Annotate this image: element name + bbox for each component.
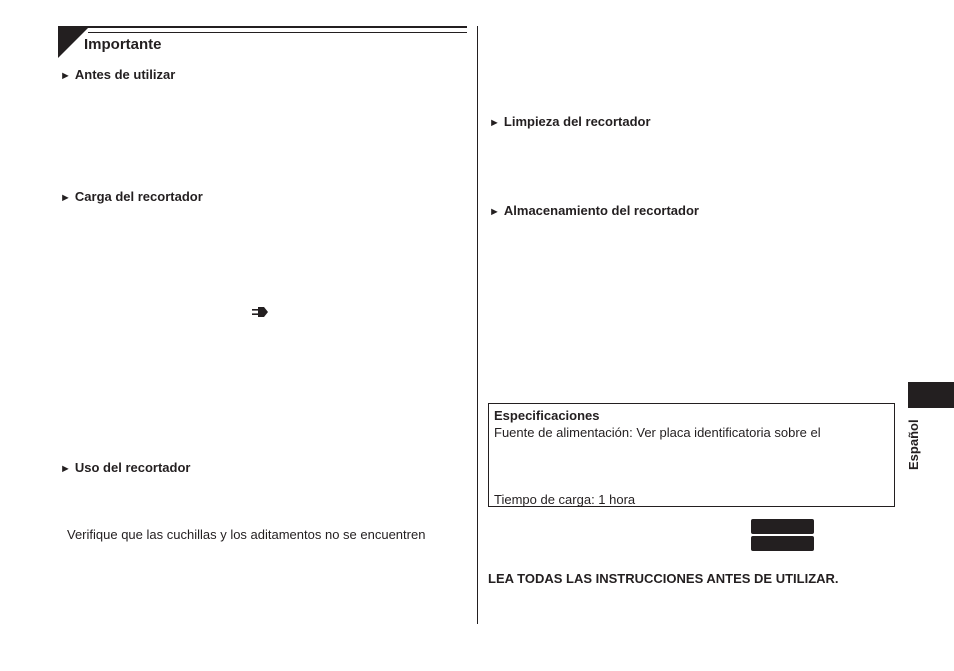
language-tab-marker — [908, 382, 954, 408]
spec-charge-time: Tiempo de carga: 1 hora — [494, 492, 636, 507]
black-bar-bottom — [751, 536, 814, 551]
triangle-marker-icon: ► — [60, 192, 71, 204]
black-bar-top — [751, 519, 814, 534]
subheading-uso: ► Uso del recortador — [60, 460, 191, 475]
column-divider — [477, 26, 478, 624]
heading-rule — [58, 26, 467, 28]
section-title: Importante — [84, 36, 162, 53]
subheading-carga: ► Carga del recortador — [60, 189, 203, 204]
body-text-verifique: Verifique que las cuchillas y los aditamentos no se encuentren — [67, 527, 426, 542]
spec-power-supply: Fuente de alimentación: Ver placa identificatoria sobre el — [494, 425, 821, 440]
language-label: Español — [906, 419, 921, 470]
subheading-limpieza: ► Limpieza del recortador — [489, 114, 651, 129]
read-instructions-note: LEA TODAS LAS INSTRUCCIONES ANTES DE UTILIZAR. — [488, 571, 839, 586]
triangle-marker-icon: ► — [489, 117, 500, 129]
triangle-marker-icon: ► — [60, 70, 71, 82]
heading-rule-thin — [88, 32, 467, 33]
specifications-box — [488, 403, 895, 507]
subheading-almacenamiento: ► Almacenamiento del recortador — [489, 203, 699, 218]
plug-icon — [252, 306, 270, 318]
triangle-marker-icon: ► — [489, 206, 500, 218]
specifications-title: Especificaciones — [494, 408, 600, 423]
subheading-antes-de-utilizar: ► Antes de utilizar — [60, 67, 176, 82]
triangle-marker-icon: ► — [60, 463, 71, 475]
